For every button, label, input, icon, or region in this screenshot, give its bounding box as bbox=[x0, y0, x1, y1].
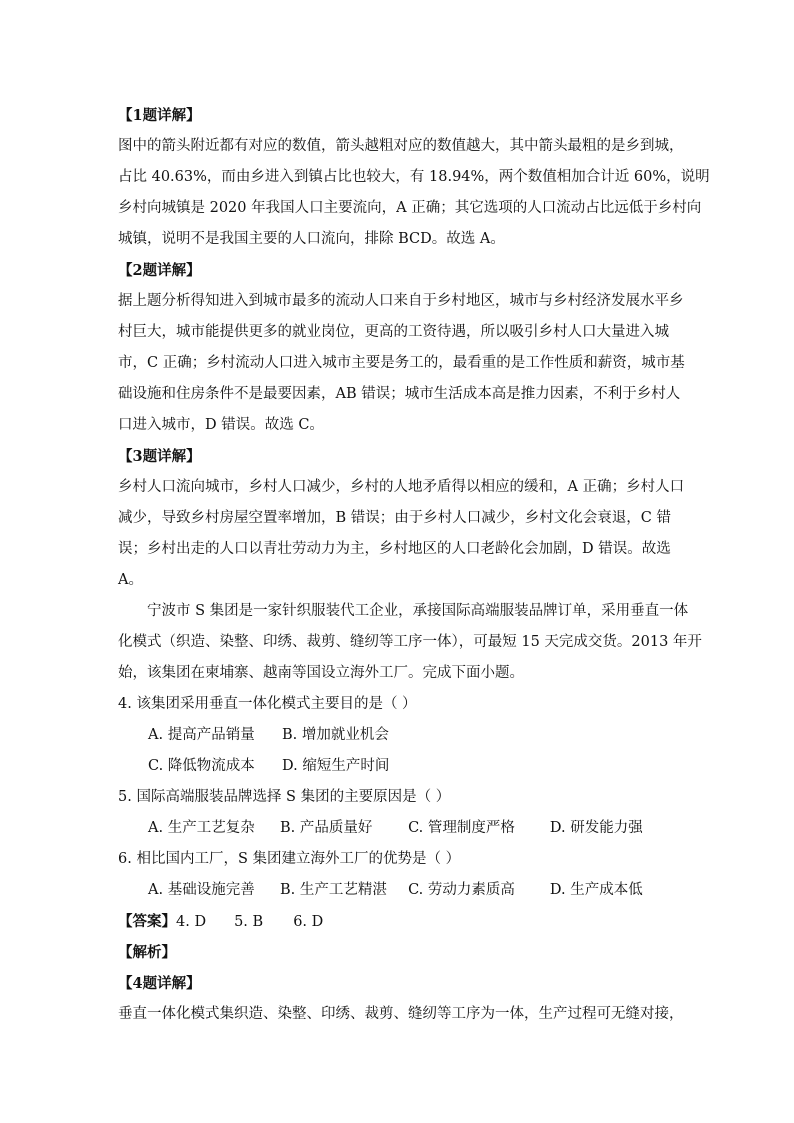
q4-heading: 【4题详解】 bbox=[118, 975, 201, 992]
q3-line-4: A。 bbox=[118, 572, 143, 588]
passage-line-1: 宁波市 S 集团是一家针织服装代工企业，承接国际高端服装品牌订单，采用垂直一体 bbox=[147, 603, 689, 619]
question-4-option-b: B. 增加就业机会 bbox=[282, 727, 389, 743]
passage-line-3: 始，该集团在柬埔寨、越南等国设立海外工厂。完成下面小题。 bbox=[118, 665, 524, 681]
q4-line-1: 垂直一体化模式集织造、染整、印绣、裁剪、缝纫等工序为一体，生产过程可无缝对接， bbox=[118, 1006, 684, 1022]
document-page bbox=[118, 100, 710, 1030]
question-5-option-d: D. 研发能力强 bbox=[549, 820, 643, 836]
answer-label: 【答案】 bbox=[118, 913, 176, 930]
question-5-option-b: B. 产品质量好 bbox=[280, 820, 373, 836]
question-6-stem: 6. 相比国内工厂，S 集团建立海外工厂的优势是（ ） bbox=[118, 851, 461, 867]
question-6-option-d: D. 生产成本低 bbox=[549, 882, 643, 898]
question-4-option-a: A. 提高产品销量 bbox=[148, 727, 255, 743]
q2-line-2: 村巨大，城市能提供更多的就业岗位，更高的工资待遇，所以吸引乡村人口大量进入城 bbox=[118, 324, 669, 340]
question-6-option-a: A. 基础设施完善 bbox=[148, 882, 255, 898]
question-4-option-d: D. 缩短生产时间 bbox=[282, 758, 390, 774]
q2-heading: 【2题详解】 bbox=[118, 262, 201, 279]
question-5-stem: 5. 国际高端服装品牌选择 S 集团的主要原因是（ ） bbox=[118, 789, 451, 805]
q3-line-1: 乡村人口流向城市，乡村人口减少，乡村的人地矛盾得以相应的缓和，A 正确；乡村人口 bbox=[118, 479, 685, 495]
question-5-options bbox=[118, 813, 678, 844]
answer-6: 6. D bbox=[293, 914, 324, 930]
question-4-options-row-2 bbox=[118, 751, 678, 782]
q1-line-3: 乡村向城镇是 2020 年我国人口主要流向，A 正确；其它选项的人口流动占比远低于乡村向 bbox=[118, 200, 702, 216]
question-4-stem: 4. 该集团采用垂直一体化模式主要目的是（ ） bbox=[118, 696, 417, 712]
q2-line-5: 口进入城市，D 错误。故选 C。 bbox=[118, 417, 324, 433]
question-5-option-c: C. 管理制度严格 bbox=[408, 820, 515, 836]
q2-line-4: 础设施和住房条件不是最要因素，AB 错误；城市生活成本高是推力因素，不利于乡村人 bbox=[118, 386, 681, 402]
q3-heading: 【3题详解】 bbox=[118, 448, 201, 465]
q1-heading: 【1题详解】 bbox=[118, 107, 201, 124]
question-4-option-c: C. 降低物流成本 bbox=[148, 758, 255, 774]
q2-line-3: 市，C 正确；乡村流动人口进入城市主要是务工的，最看重的是工作性质和薪资，城市基 bbox=[118, 355, 685, 371]
answer-5: 5. B bbox=[234, 914, 264, 930]
question-6-options bbox=[118, 875, 678, 906]
question-6-option-b: B. 生产工艺精湛 bbox=[280, 882, 387, 898]
q1-line-1: 图中的箭头附近都有对应的数值，箭头越粗对应的数值越大，其中箭头最粗的是乡到城， bbox=[118, 138, 684, 154]
q3-line-3: 误；乡村出走的人口以青壮劳动力为主，乡村地区的人口老龄化会加剧，D 错误。故选 bbox=[118, 541, 671, 557]
answer-line bbox=[118, 906, 678, 937]
passage-line-2: 化模式（织造、染整、印绣、裁剪、缝纫等工序一体），可最短 15 天完成交货。2013 年开 bbox=[118, 634, 702, 650]
question-4-options-row-1 bbox=[118, 720, 678, 751]
q1-line-2: 占比 40.63%，而由乡进入到镇占比也较大，有 18.94%，两个数值相加合计近 60%，说明 bbox=[118, 169, 710, 185]
q1-line-4: 城镇，说明不是我国主要的人口流向，排除 BCD。故选 A。 bbox=[118, 231, 505, 247]
q2-line-1: 据上题分析得知进入到城市最多的流动人口来自于乡村地区，城市与乡村经济发展水平乡 bbox=[118, 293, 684, 309]
q3-line-2: 减少，导致乡村房屋空置率增加，B 错误；由于乡村人口减少，乡村文化会衰退，C 错 bbox=[118, 510, 671, 526]
question-6-option-c: C. 劳动力素质高 bbox=[408, 882, 515, 898]
analysis-label: 【解析】 bbox=[118, 944, 176, 961]
answer-4: 4. D bbox=[176, 914, 207, 930]
question-5-option-a: A. 生产工艺复杂 bbox=[148, 820, 255, 836]
